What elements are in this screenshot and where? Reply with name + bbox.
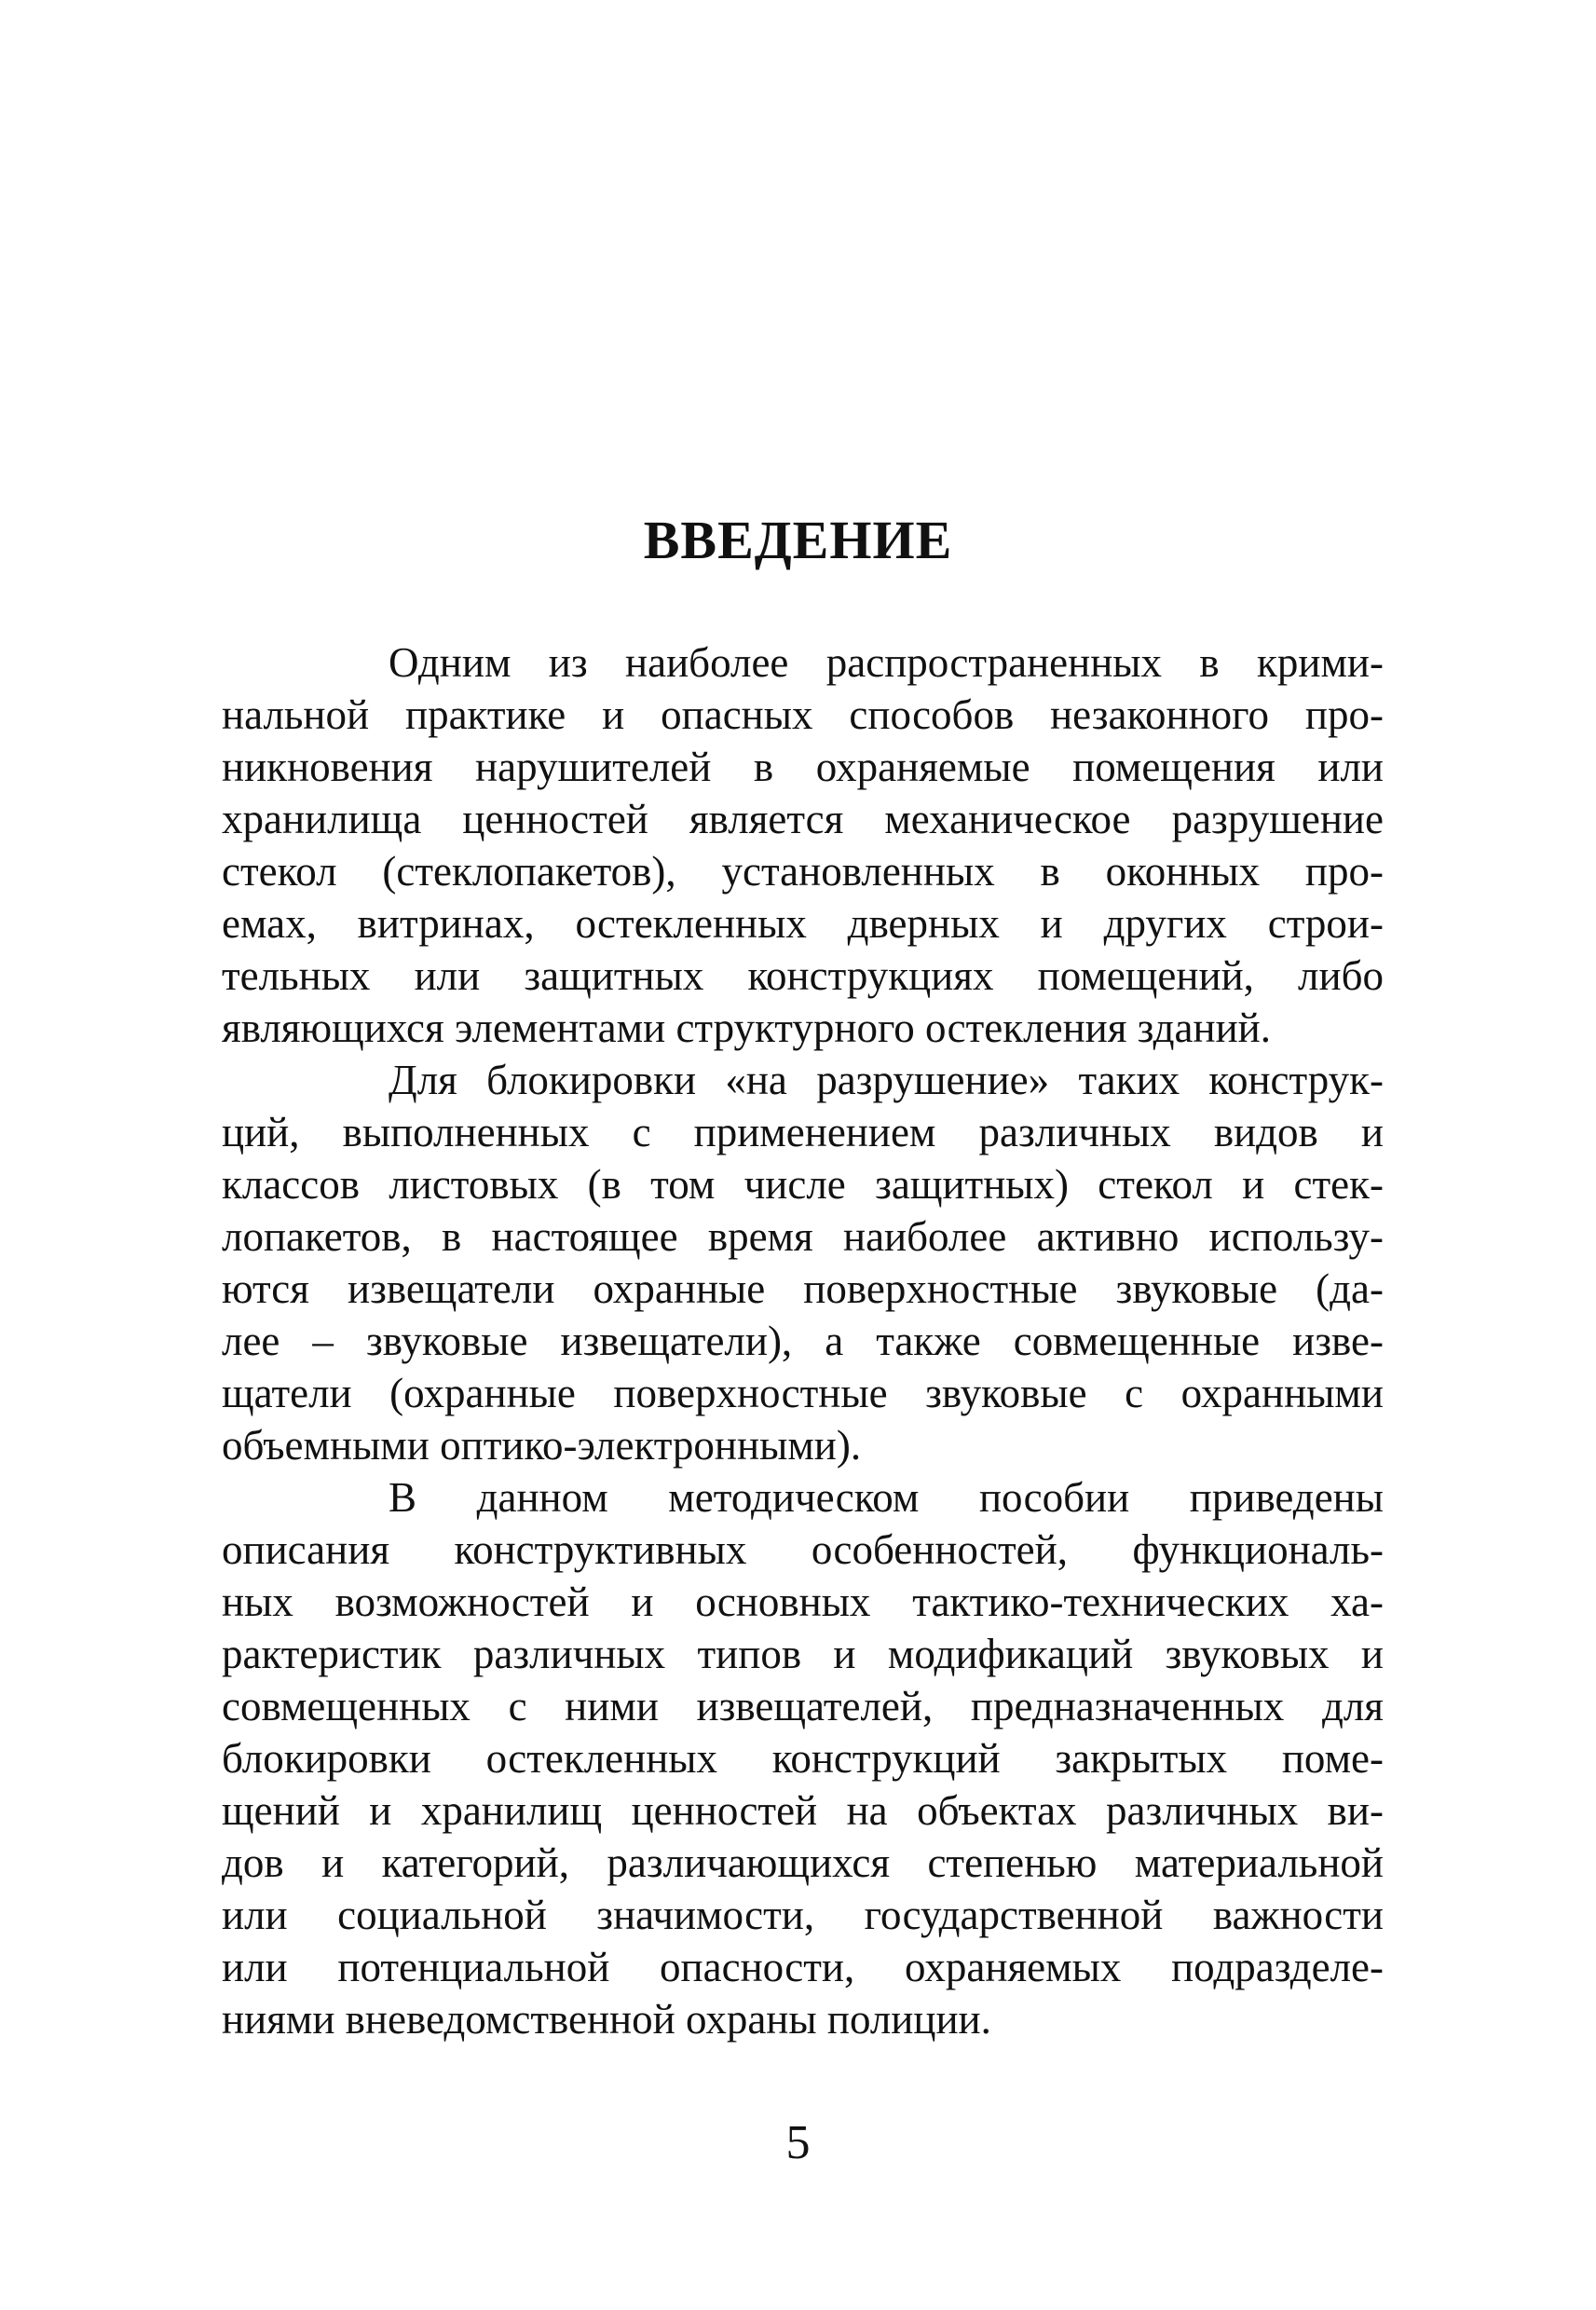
- text-line: ных возможностей и основных тактико-технических ха-: [222, 1579, 1384, 1625]
- page-title: ВВЕДЕНИЕ: [643, 510, 953, 570]
- text-line: лее – звуковые извещатели), а также совмещенные изве-: [222, 1318, 1384, 1364]
- text-line: Для блокировки «на разрушение» таких конструк-: [389, 1057, 1384, 1103]
- text-line: Одним из наиболее распространенных в крими-: [389, 639, 1384, 686]
- text-line: стекол (стеклопакетов), установленных в оконных про-: [222, 848, 1384, 895]
- text-line: являющихся элементами структурного остекления зданий.: [222, 1005, 1272, 1051]
- text-line: классов листовых (в том числе защитных) стекол и стек-: [222, 1161, 1384, 1208]
- text-line: никновения нарушителей в охраняемые помещения или: [222, 744, 1384, 790]
- text-line: В данном методическом пособии приведены: [389, 1474, 1384, 1521]
- text-line: ются извещатели охранные поверхностные звуковые (да-: [222, 1265, 1384, 1312]
- text-line: блокировки остекленных конструкций закрытых поме-: [222, 1735, 1384, 1782]
- text-line: дов и категорий, различающихся степенью материальной: [222, 1839, 1384, 1886]
- text-line: или социальной значимости, государственной важности: [222, 1892, 1384, 1938]
- text-line: или потенциальной опасности, охраняемых подразделе-: [222, 1944, 1384, 1990]
- text-line: ций, выполненных с применением различных видов и: [222, 1109, 1384, 1155]
- text-line: нальной практике и опасных способов незаконного про-: [222, 691, 1384, 738]
- text-line: ниями вневедомственной охраны полиции.: [222, 1996, 991, 2043]
- text-line: лопакетов, в настоящее время наиболее активно использу-: [222, 1213, 1384, 1260]
- text-line: щений и хранилищ ценностей на объектах различных ви-: [222, 1787, 1384, 1834]
- text-line: рактеристик различных типов и модификаций звуковых и: [222, 1631, 1384, 1677]
- text-line: емах, витринах, остекленных дверных и других строи-: [222, 900, 1384, 947]
- text-line: тельных или защитных конструкциях помещений, либо: [222, 952, 1384, 999]
- text-line: щатели (охранные поверхностные звуковые с охранными: [222, 1370, 1384, 1416]
- page-number: 5: [785, 2116, 811, 2169]
- text-line: хранилища ценностей является механическое разрушение: [222, 796, 1384, 842]
- text-line: совмещенных с ними извещателей, предназначенных для: [222, 1683, 1384, 1729]
- text-line: объемными оптико-электронными).: [222, 1422, 862, 1469]
- text-line: описания конструктивных особенностей, функциональ-: [222, 1526, 1384, 1573]
